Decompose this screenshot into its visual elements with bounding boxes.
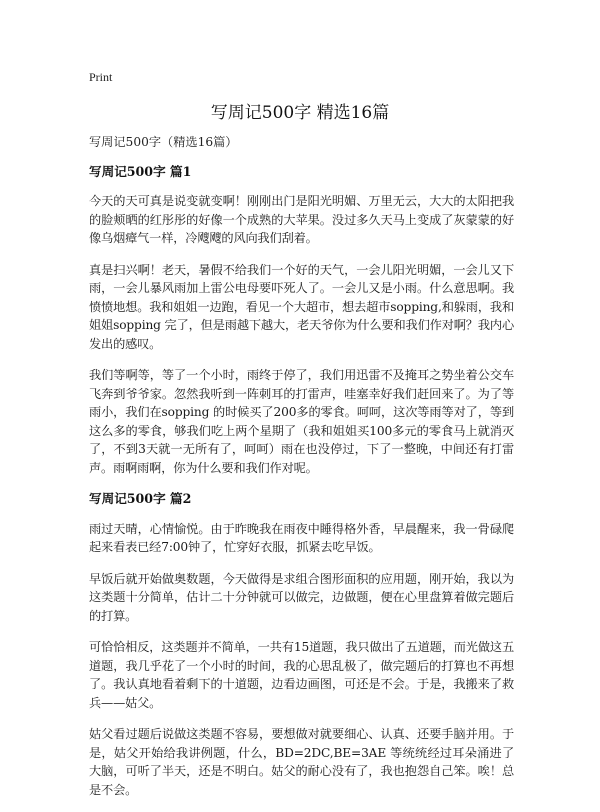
print-link[interactable]: Print — [89, 70, 113, 84]
paragraph: 真是扫兴啊！老天，暑假不给我们一个好的天气，一会儿阳光明媚，一会儿又下雨，一会儿暴风雨加上雷公电母要吓死人了。一会儿又是小雨。什么意思啊。我愤愤地想。我和姐姐一边跑，看见一个大超市，想去超市sopping,和躲雨，我和姐姐sopping 完了，但是雨越下越大，老天爷你为什么要和我们作对啊？我内心发出的感叹。 — [89, 262, 514, 351]
section-2 — [89, 490, 514, 799]
document-body — [89, 133, 514, 812]
section-heading: 写周记500字 篇1 — [89, 163, 192, 179]
paragraph: 可恰恰相反，这类题并不简单，一共有15道题，我只做出了五道题，而光做这五道题，我几乎花了一个小时的时间，我的心思乱极了，做完题后的打算也不再想了。我认真地看着剩下的十道题，边看边画图，可还是不会。于是，我搬来了救兵——姑父。 — [89, 640, 514, 710]
paragraph: 今天的天可真是说变就变啊！刚刚出门是阳光明媚、万里无云，大大的太阳把我的脸颊晒的红彤彤的好像一个成熟的大苹果。没过多久天马上变成了灰蒙蒙的好像乌烟瘴气一样，冷飕飕的风向我们刮着。 — [89, 194, 514, 245]
document-subtitle: 写周记500字（精选16篇） — [89, 135, 238, 149]
paragraph: 我们等啊等，等了一个小时，雨终于停了，我们用迅雷不及掩耳之势坐着公交车飞奔到爷爷家。忽然我听到一阵刺耳的打雷声，哇塞幸好我们赶回来了。为了等雨小，我们在sopping 的时候买了200多的零食。呵呵，这次等雨等对了，等到这么多的零食，够我们吃上两个星期了（我和姐姐买100多元的零食马上就消灭了，不到3天就一无所有了，呵呵）雨在也没停过，下了一整晚，中间还有打雷声。雨啊雨啊，你为什么要和我们作对呢。 — [89, 368, 514, 475]
paragraph: 雨过天晴，心情愉悦。由于昨晚我在雨夜中睡得格外香，早晨醒来，我一骨碌爬起来看表已经7:00钟了，忙穿好衣服，抓紧去吃早饭。 — [89, 521, 514, 554]
section-heading: 写周记500字 篇2 — [89, 491, 192, 506]
paragraph: 早饭后就开始做奥数题，今天做得是求组合图形面积的应用题，刚开始，我以为这类题十分简单，估计二十分钟就可以做完，边做题，便在心里盘算着做完题后的打算。 — [89, 571, 514, 623]
paragraph: 姑父看过题后说做这类题不容易，要想做对就要细心、认真、还要手脑并用。于是，姑父开始给我讲例题，什么，BD=2DC,BE=3AE 等统统经过耳朵涌进了大脑，可听了半天，还是不明白。姑父的耐心没有了，我也抱怨自己笨。唉！总是不会。 — [89, 727, 514, 797]
page-title: 写周记500字 精选16篇 — [210, 103, 390, 123]
section-1 — [89, 163, 514, 478]
